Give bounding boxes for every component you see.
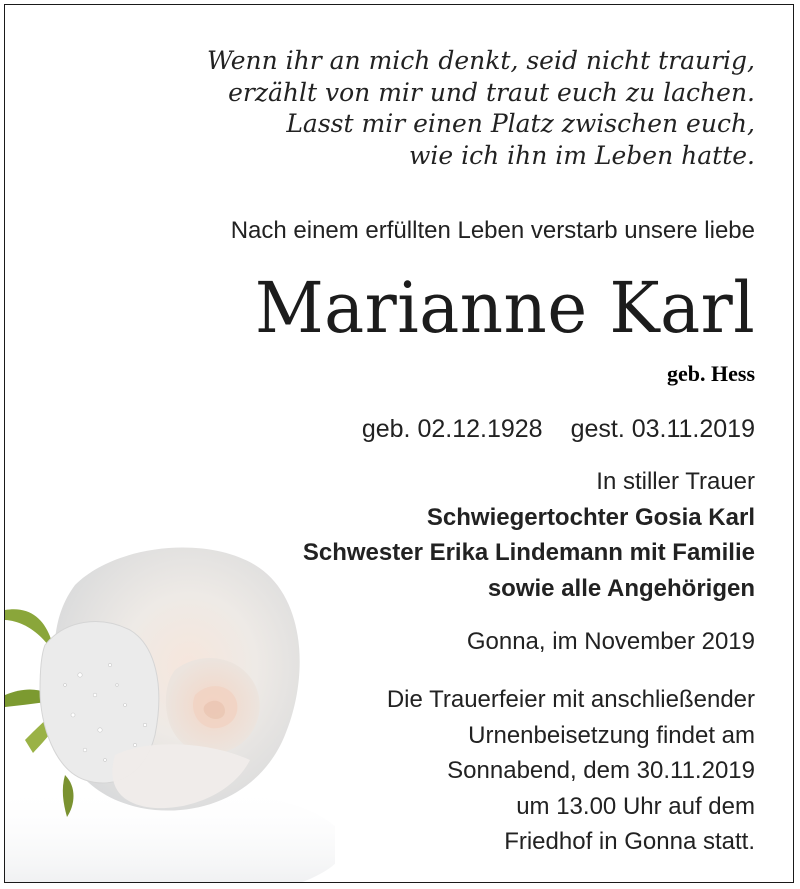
- quote-line: Wenn ihr an mich denkt, seid nicht traurig,: [207, 46, 755, 75]
- quote-line: erzählt von mir und traut euch zu lachen.: [228, 77, 755, 107]
- place-date: Gonna, im November 2019: [466, 628, 755, 655]
- service-line: Urnenbeisetzung findet am: [468, 721, 755, 749]
- intro-text: Nach einem erfüllten Leben verstarb unsere liebe: [230, 217, 755, 244]
- mourners-heading: In stiller Trauer: [596, 468, 755, 495]
- service-line: Sonnabend, dem 30.11.2019: [447, 757, 755, 784]
- quote-line: Lasst mir einen Platz zwischen euch,: [286, 109, 755, 138]
- service-line: um 13.00 Uhr auf dem: [516, 792, 755, 820]
- service-line: Die Trauerfeier mit anschließender: [386, 686, 755, 713]
- mourner-name: sowie alle Angehörigen: [487, 574, 755, 602]
- obituary-notice: [4, 4, 794, 883]
- death-date: gest. 03.11.2019: [570, 415, 755, 443]
- mourners-block: [303, 464, 755, 606]
- mourner-name: Schwester Erika Lindemann mit Familie: [302, 539, 755, 566]
- maiden-name: geb. Hess: [667, 361, 755, 386]
- quote-line: wie ich ihn im Leben hatte.: [408, 140, 755, 170]
- white-rose-image: [5, 525, 335, 883]
- mourner-name: Schwiegertochter Gosia Karl: [426, 503, 755, 531]
- memorial-quote: [207, 45, 755, 171]
- funeral-service-info: [387, 682, 755, 860]
- service-line: Friedhof in Gonna statt.: [504, 828, 755, 855]
- birth-date: geb. 02.12.1928: [361, 415, 543, 443]
- deceased-name: Marianne Karl: [254, 267, 755, 349]
- life-dates: [362, 415, 755, 444]
